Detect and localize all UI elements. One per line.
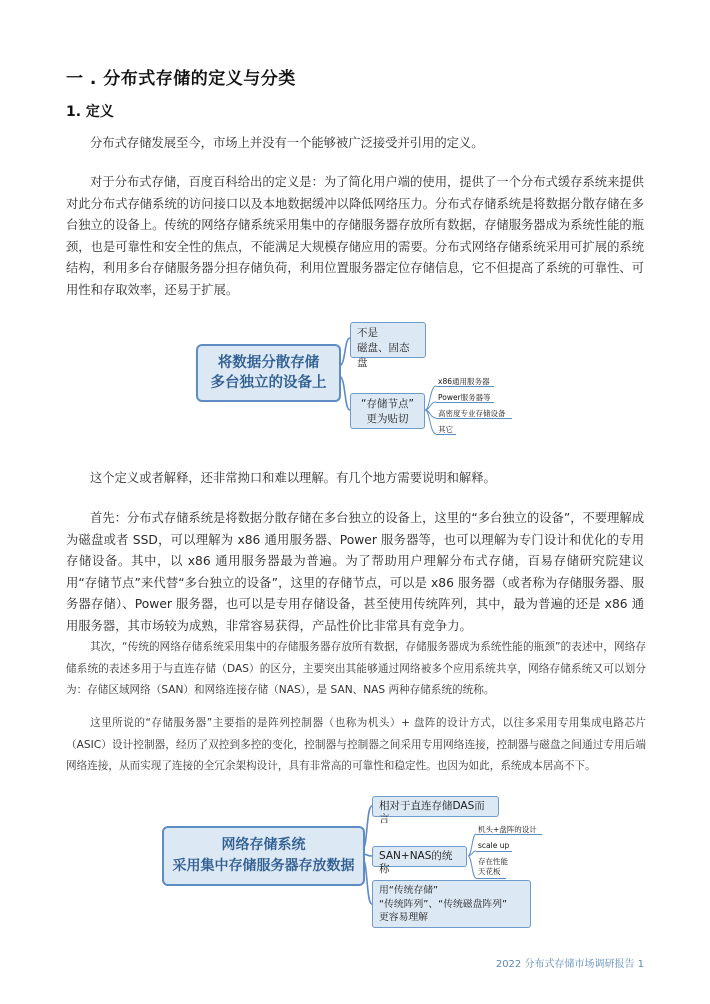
- branch-line: 更为贴切: [366, 413, 409, 425]
- mindmap-2-center-line2: 采用集中存储服务器存放数据: [172, 858, 355, 874]
- paragraph-storage-server: 这里所说的“存储服务器”主要指的是阵列控制器（也称为机头）+ 盘阵的设计方式，以往多采用专用集成电路芯片（ASIC）设计控制器，经历了双控到多控的变化，控制器与控制器之间采用专用网络连接，控制器与磁盘之间通过专用后端网络连接，从而实现了连接的全冗余架构设计，具有非常高的可靠性和稳定性。也因为如此，系统成本居高不下。: [66, 717, 646, 772]
- paragraph-first-point: 首先：分布式存储系统是将数据分散存储在多台独立的设备上，这里的“多台独立的设备”，不要理解成为磁盘或者 SSD，可以理解为 x86 通用服务器、Power 服务器等，也可以理解为专门设计和优化的专用存储设备。其中，以 x86 通用服务器最为普遍。为了帮助用户理解分布式存储，百易存储研究院建议用“存储节点”来代替“多台独立的设备”，这里的存储节点，可以是 x86 服务器（或者称为存储服务器、服务器存储）、Power 服务器，也可以是专用存储设备，甚至使用传统阵列，其中，最为普遍的还是 x86 通用服务器，其市场较为成熟，非常容易获得，产品性价比非常具有竞争力。: [66, 511, 644, 633]
- paragraph-second-point: 其次，“传统的网络存储系统采用集中的存储服务器存放所有数据，存储服务器成为系统性能的瓶颈”的表述中，网络存储系统的表述多用于与直连存储（DAS）的区分，主要突出其能够通过网络被多个应用系统共享，网络存储系统又可以划分为：存储区域网络（SAN）和网络连接存储（NAS），是 SAN、NAS 两种存储系统的统称。: [66, 641, 646, 696]
- branch-line: 用“传统存储”: [379, 885, 439, 896]
- section-heading: 一 . 分布式存储的定义与分类: [66, 69, 296, 89]
- paragraph-baidu-definition: 对于分布式存储，百度百科给出的定义是：为了简化用户端的使用，提供了一个分布式缓存系统来提供对此分布式存储系统的访问接口以及本地数据缓冲以降低网络压力。分布式存储系统是将数据分散存储在多台独立的设备上。传统的网络存储系统采用集中的存储服务器存放所有数据，存储服务器成为系统性能的瓶颈，也是可靠性和安全性的焦点，不能满足大规模存储应用的需要。分布式网络存储系统采用可扩展的系统结构，利用多台存储服务器分担存储负荷，利用位置服务器定位存储信息，它不但提高了系统的可靠性、可用性和存取效率，还易于扩展。: [66, 175, 644, 297]
- mindmap-1-leaf: x86通用服务器: [438, 377, 490, 386]
- mindmap-2-leaf: 存在性能 天花板: [478, 857, 508, 876]
- branch-line: 不是: [357, 327, 378, 339]
- branch-line: 更容易理解: [379, 912, 428, 923]
- mindmap-1-leaf: Power服务器等: [438, 393, 491, 402]
- mindmap-2-branch-san-nas: SAN+NAS的统称: [372, 846, 467, 867]
- mindmap-1-leaf: 高密度专业存储设备: [438, 409, 506, 418]
- mindmap-2-branch-traditional: [372, 880, 531, 928]
- page-footer: 2022 分布式存储市场调研报告 1: [495, 959, 644, 970]
- mindmap-1-center-line2: 多台独立的设备上: [210, 375, 327, 391]
- paragraph-explanation: 这个定义或者解释，还非常拗口和难以理解。有几个地方需要说明和解释。: [90, 471, 496, 485]
- mindmap-1-leaf: 其它: [438, 425, 453, 434]
- leaf-underline: [476, 878, 506, 879]
- subsection-heading: 1. 定义: [66, 104, 114, 120]
- paragraph-intro: 分布式存储发展至今，市场上并没有一个能够被广泛接受并引用的定义。: [90, 136, 484, 150]
- branch-line: 磁盘、固态盘: [357, 342, 410, 369]
- mindmap-2-leaf: scale up: [478, 841, 510, 850]
- leaf-underline: [476, 834, 542, 835]
- mindmap-2-leaf: 机头+盘阵的设计: [478, 825, 537, 834]
- branch-line: “传统阵列”、“传统磁盘阵列”: [379, 898, 508, 910]
- leaf-underline: [476, 851, 512, 852]
- mindmap-1-center-line1: 将数据分散存储: [217, 355, 320, 371]
- mindmap-2-branch-das: 相对于直连存储DAS而言: [372, 796, 499, 817]
- mindmap-2-center: [162, 826, 365, 886]
- branch-line: “存储节点”: [361, 398, 414, 410]
- mindmap-2-center-line1: 网络存储系统: [221, 837, 306, 853]
